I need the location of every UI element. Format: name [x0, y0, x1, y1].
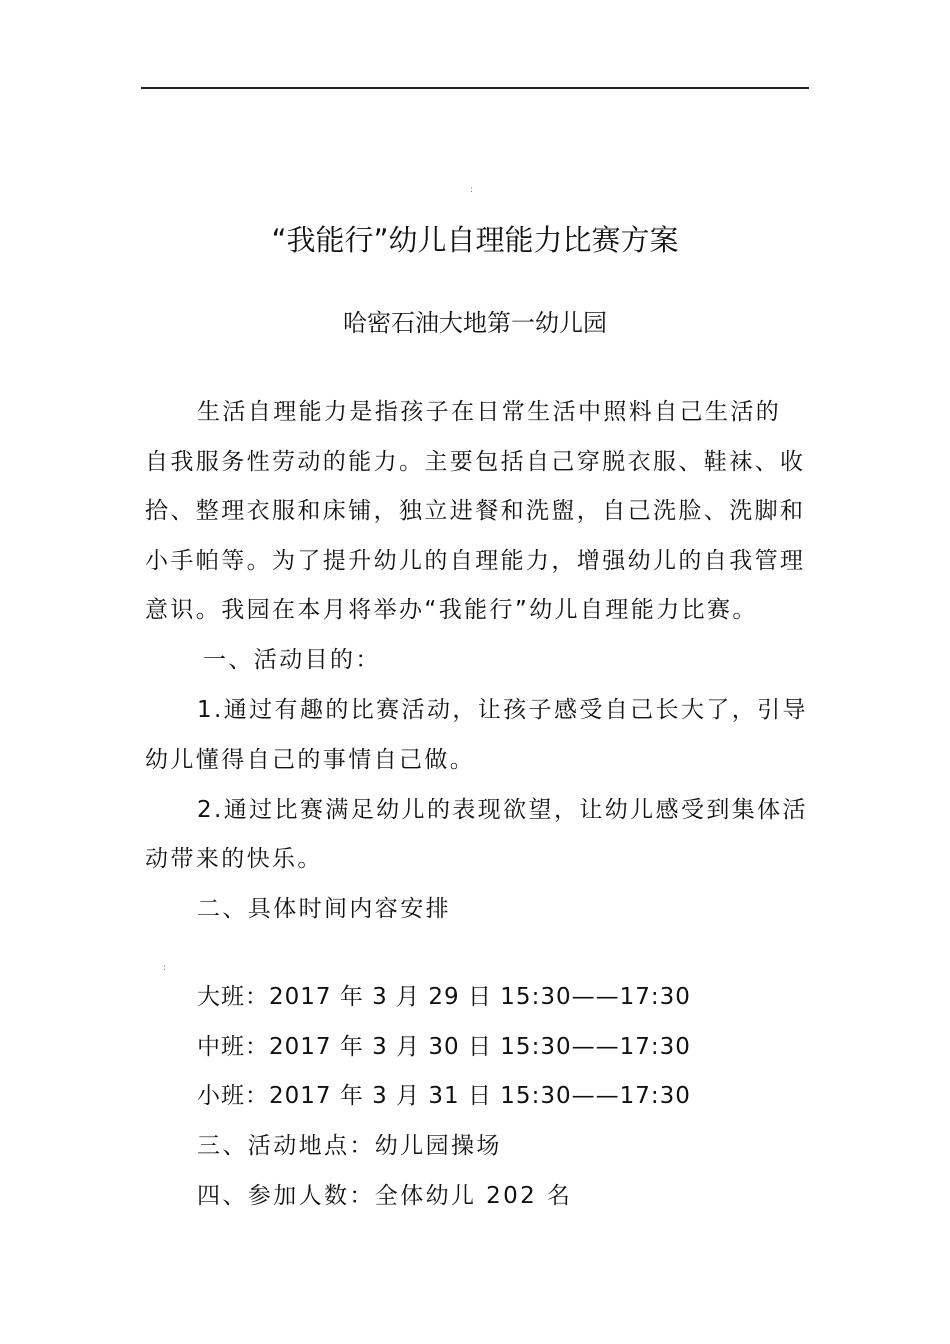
header-rule	[141, 87, 809, 89]
goal2-line-1: 2.通过比赛满足幼儿的表现欲望，让幼儿感受到集体活	[197, 797, 808, 823]
intro-line-3: 拾、整理衣服和床铺，独立进餐和洗盥，自己洗脸、洗脚和	[145, 498, 806, 524]
intro-line-1: 生活自理能力是指孩子在日常生活中照料自己生活的	[197, 399, 782, 425]
section1-heading: 一、活动目的：	[203, 647, 381, 673]
intro-line-5: 意识。我园在本月将举办“我能行”幼儿自理能力比赛。	[145, 597, 758, 623]
intro-line-2: 自我服务性劳动的能力。主要包括自己穿脱衣服、鞋袜、收	[145, 449, 806, 475]
schedule-large-class: 大班：2017 年 3 月 29 日 15:30——17:30	[197, 984, 691, 1010]
schedule-small-class: 小班：2017 年 3 月 31 日 15:30——17:30	[197, 1083, 691, 1109]
goal2-line-2: 动带来的快乐。	[145, 846, 323, 872]
page-mark-top: :	[470, 185, 474, 195]
intro-line-4: 小手帕等。为了提升幼儿的自理能力，增强幼儿的自我管理	[145, 548, 806, 574]
schedule-middle-class: 中班：2017 年 3 月 30 日 15:30——17:30	[197, 1034, 691, 1060]
document-subtitle: 哈密石油大地第一幼儿园	[343, 309, 607, 337]
goal1-line-1: 1.通过有趣的比赛活动，让孩子感受自己长大了，引导	[197, 697, 808, 723]
section3-location: 三、活动地点：幼儿园操场	[197, 1133, 502, 1159]
goal1-line-2: 幼儿懂得自己的事情自己做。	[145, 747, 476, 773]
section2-heading: 二、具体时间内容安排	[197, 896, 451, 922]
section4-participants: 四、参加人数：全体幼儿 202 名	[197, 1183, 573, 1209]
document-title: “我能行”幼儿自理能力比赛方案	[271, 223, 679, 257]
page-mark-mid: :	[163, 963, 167, 973]
